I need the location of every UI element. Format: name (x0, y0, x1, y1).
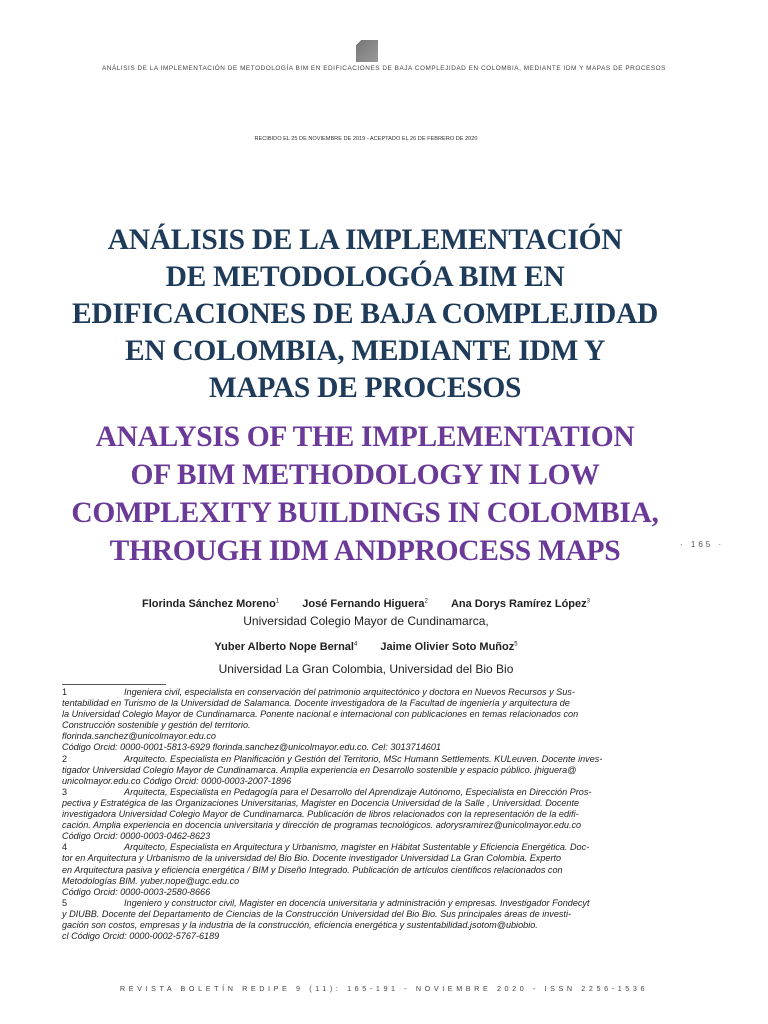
footnote-line: tigador Universidad Colegio Mayor de Cundinamarca. Amplia experiencia en Desarrollo sostenible y espacio público. jhiguera@ (62, 764, 577, 775)
footnote-email: florinda.sanchez@unicolmayor.edu.co (62, 731, 216, 742)
footnote-line: unicolmayor.edu.co Código Orcid: 0000-0003-2007-1896 (62, 775, 292, 786)
footnote-3 (62, 787, 660, 842)
footnote-1 (62, 687, 660, 754)
authors-row-1 (0, 598, 732, 610)
footnote-line: cl Código Orcid: 0000-0002-5767-6189 (62, 931, 220, 942)
author-name: Ana Dorys Ramírez López (450, 598, 587, 610)
footnote-line: Código Orcid: 0000-0003-2580-8666 (62, 886, 211, 897)
footnote-line: tentabilidad en Turismo de la Universidad de Salamanca. Docente investigadora de la Facultad de ingeniería y arquitectura de (62, 698, 570, 709)
footnote-line: pectiva y Estratégica de las Organizaciones Universitarias, Magister en Docencia Universidad de la Salle , Universidad. Docente (62, 797, 580, 808)
affiliation-2: Universidad La Gran Colombia, Universidad del Bio Bio (218, 662, 514, 676)
title-en-line: THROUGH IDM ANDPROCESS MAPS (109, 535, 621, 567)
footnote-line: cación. Amplia experiencia en docencia universitaria y dirección de programas tecnológicos. adorysramirez@unicolmayor.edu.co (62, 820, 582, 831)
footnote-number: 2 (62, 753, 68, 764)
footnote-2 (62, 754, 660, 787)
footnote-line: Construcción sostenible y gestión del territorio. (62, 720, 251, 731)
title-es-line: EDIFICACIONES DE BAJA COMPLEJIDAD (72, 298, 658, 330)
authors-row-2 (0, 641, 732, 653)
author (380, 641, 517, 653)
footnote-line: tor en Arquitectura y Urbanismo de la universidad del Bio Bio. Docente investigador Universidad La Gran Colombia. Experto (62, 853, 562, 864)
footnote-5 (62, 898, 660, 942)
title-es-line: ANÁLISIS DE LA IMPLEMENTACIÓN (107, 224, 623, 256)
author (451, 598, 590, 610)
footnote-line: 3 Arquitecta, Especialista en Pedagogía para el Desarrollo del Aprendizaje Autónomo, Especialista en Dirección Pros- (62, 786, 592, 797)
received-accepted-dates: RECIBIDO EL 25 DE NOVIEMBRE DE 2019 - ACEPTADO EL 26 DE FEBRERO DE 2020 (254, 136, 478, 142)
footnote-number: 3 (62, 786, 68, 797)
footnote-number: 5 (62, 897, 68, 908)
footnote-line: 2 Arquitecto. Especialista en Planificación y Gestión del Territorio, MSc Humann Settlements. KULeuven. Docente inves- (62, 753, 603, 764)
author-footnote-ref: 5 (514, 641, 518, 648)
author-footnote-ref: 2 (424, 598, 428, 605)
footnotes (62, 687, 660, 942)
footnote-line: la Universidad Colegio Mayor de Cundinamarca. Ponente nacional e internacional con publicaciones en temas relacionados con (62, 709, 579, 720)
author-name: José Fernando Higuera (302, 598, 425, 610)
author (214, 641, 357, 653)
footnote-number: 1 (62, 687, 68, 697)
footnote-line: gación son costos, empresas y la industria de la construcción, eficiencia energética y sustentabilidad.jsotom@ubiobio. (62, 919, 538, 930)
footnote-divider (62, 684, 166, 685)
footnote-line: 4 Arquitecto, Especialista en Arquitectura y Urbanismo, magister en Hábitat Sustentable y Eficiencia Energética. Doc- (62, 842, 590, 853)
author (142, 598, 279, 610)
title-spanish (60, 222, 670, 407)
author-footnote-ref: 4 (353, 641, 358, 648)
title-es-line: DE METODOLOGÓA BIM EN (165, 261, 565, 293)
footnote-line: 1 Ingeniera civil, especialista en conservación del patrimonio arquitectónico y doctora en Nuevos Recursos y Sus- (62, 687, 575, 697)
footnote-line: Código Orcid: 0000-0003-0462-8623 (62, 831, 211, 842)
affiliation-1: Universidad Colegio Mayor de Cundinamarca, (243, 614, 489, 628)
footnote-4 (62, 842, 660, 897)
corner-mark-logo (356, 40, 378, 62)
author-name: Florinda Sánchez Moreno (142, 598, 276, 610)
footnote-line: en Arquitectura pasiva y eficiencia energética / BIM y Diseño Integrado. Publicación de artículos científicos relacionados con (62, 864, 563, 875)
author-footnote-ref: 3 (586, 598, 590, 605)
footnote-line: investigadora Universidad Colegio Mayor de Cundinamarca. Publicación de libros relacionados con la representación de la edifi- (62, 809, 579, 820)
title-en-line: COMPLEXITY BUILDINGS IN COLOMBIA, (71, 497, 659, 529)
page-number: · 165 · (680, 540, 725, 549)
footnote-line: y DIUBB. Docente del Departamento de Ciencias de la Construcción Universidad del Bio Bio. Sus principales áreas de investi- (62, 908, 572, 919)
footnote-number: 4 (62, 842, 68, 853)
footnote-line: Metodologías BIM. yuber.nope@ugc.edu.co (62, 875, 240, 886)
journal-footer: REVISTA BOLETÍN REDIPE 9 (11): 165-191 - NOVIEMBRE 2020 - ISSN 2256-1536 (119, 984, 649, 993)
title-es-line: MAPAS DE PROCESOS (208, 372, 522, 404)
author-footnote-ref: 1 (275, 598, 280, 605)
author (302, 598, 428, 610)
title-english (60, 418, 670, 570)
author-name: Yuber Alberto Nope Bernal (214, 641, 354, 653)
running-header: ANÁLISIS DE LA IMPLEMENTACIÓN DE METODOLOGÍA BIM EN EDIFICACIONES DE BAJA COMPLEJIDAD EN COLOMBIA, MEDIANTE IDM Y MAPAS DE PROCESOS (102, 65, 666, 72)
title-es-line: EN COLOMBIA, MEDIANTE IDM Y (124, 335, 606, 367)
author-name: Jaime Olivier Soto Muñoz (380, 641, 515, 653)
title-en-line: OF BIM METHODOLOGY IN LOW (130, 459, 600, 491)
title-en-line: ANALYSIS OF THE IMPLEMENTATION (95, 421, 635, 453)
footnote-line: 5 Ingeniero y constructor civil, Magister en docencia universitaria y administración y empresas. Investigador Fondecyt (62, 897, 590, 908)
footnote-line: Código Orcid: 0000-0001-5813-6929 florinda.sanchez@unicolmayor.edu.co. Cel: 3013714601 (62, 742, 441, 753)
